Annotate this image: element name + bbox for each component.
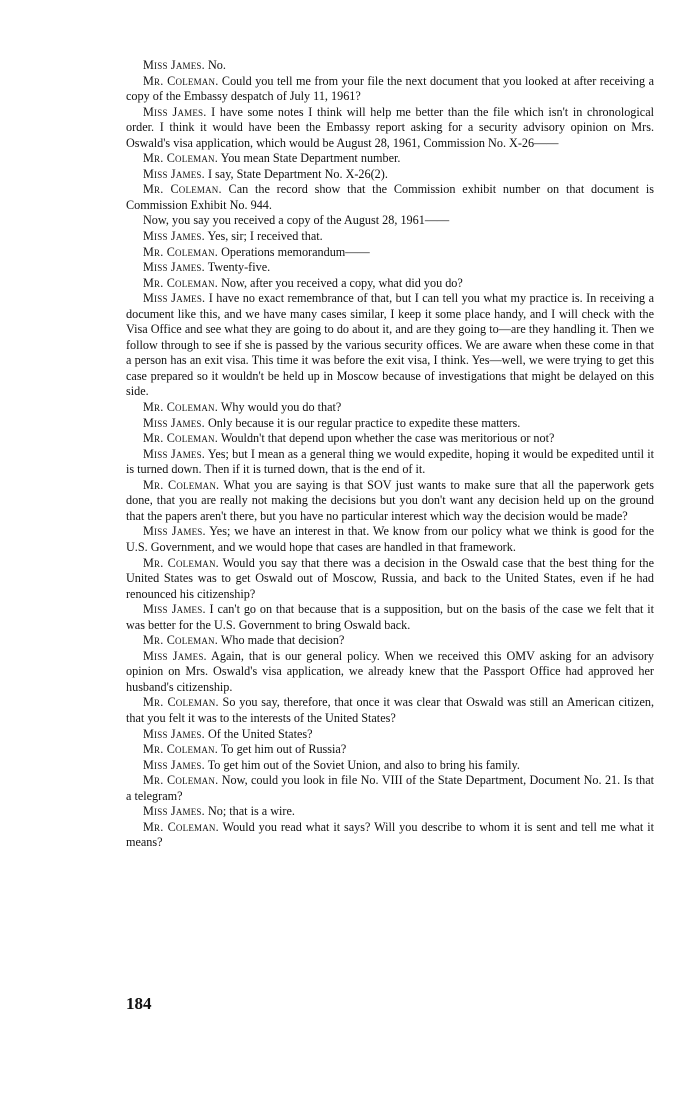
testimony-paragraph — [126, 742, 654, 758]
testimony-paragraph — [126, 820, 654, 851]
testimony-paragraph — [126, 695, 654, 726]
speech-text: I have no exact remembrance of that, but I can tell you what my practice is. In receiving a document like this, and we have many cases similar, I keep it some place handy, and I will check with the Visa Office and see what they are going to do about it, and are they going to—are they handling it. Then we follow through to see if she is passed by the various security offices. We are aware when these come in that a person has an exit visa. This time it was before the exit visa, I think. Yes—well, we were trying to get this case prepared so it wouldn't be held up in Moscow because of investigations that might be delayed on this side. — [126, 291, 654, 399]
testimony-paragraph — [126, 773, 654, 804]
testimony-paragraph — [126, 804, 654, 820]
speaker-name: Miss James. — [143, 524, 206, 539]
speech-text: Why would you do that? — [218, 400, 342, 415]
testimony-paragraph — [126, 291, 654, 400]
testimony-paragraph — [126, 556, 654, 603]
speech-text: To get him out of the Soviet Union, and also to bring his family. — [204, 757, 520, 772]
testimony-paragraph — [126, 105, 654, 152]
testimony-paragraph — [126, 602, 654, 633]
speech-text: I say, State Department No. X-26(2). — [204, 166, 388, 181]
testimony-paragraph — [126, 167, 654, 183]
testimony-paragraph — [126, 74, 654, 105]
page-number: 184 — [126, 994, 152, 1013]
speech-text: Who made that decision? — [218, 633, 345, 648]
testimony-paragraph — [126, 245, 654, 261]
speaker-name: Mr. Coleman. — [143, 773, 219, 788]
speaker-name: Mr. Coleman. — [143, 182, 222, 197]
speaker-name: Miss James. — [143, 415, 205, 430]
testimony-paragraph — [126, 400, 654, 416]
speech-text: Now, after you received a copy, what did you do? — [218, 275, 463, 290]
speech-text: Yes, sir; I received that. — [204, 229, 323, 244]
speaker-name: Miss James. — [143, 804, 205, 819]
speech-text: So you say, therefore, that once it was clear that Oswald was still an American citizen, that you felt it was to the interests of the United States? — [126, 695, 655, 725]
speaker-name: Mr. Coleman. — [143, 73, 219, 88]
speaker-name: Miss James. — [143, 648, 207, 663]
speech-text: Twenty-five. — [204, 260, 271, 275]
testimony-paragraph — [126, 447, 654, 478]
speech-text: To get him out of Russia? — [218, 742, 347, 757]
testimony-paragraph — [126, 58, 654, 74]
testimony-paragraph — [126, 758, 654, 774]
speech-text: I have some notes I think will help me better than the file which isn't in chronological order. I think it would have been the Embassy report asking for a security advisory opinion on Mrs. Oswald's visa application, which would be August 28, 1961, Commission No. X-26—— — [126, 104, 654, 150]
speech-text: Now, you say you received a copy of the August 28, 1961—— — [143, 213, 450, 228]
speaker-name: Mr. Coleman. — [143, 151, 219, 166]
speech-text: I can't go on that because that is a supposition, but on the basis of the case we felt that it was better for the U.S. Government to bring Oswald back. — [126, 602, 655, 632]
testimony-transcript — [126, 58, 654, 851]
speaker-name: Miss James. — [143, 757, 205, 772]
speech-text: Now, could you look in file No. VIII of the State Department, Document No. 21. Is that a telegram? — [126, 773, 654, 803]
testimony-paragraph — [126, 276, 654, 292]
speech-text: Would you read what it says? Will you describe to whom it is sent and tell me what it means? — [126, 819, 655, 850]
speaker-name: Mr. Coleman. — [143, 244, 219, 259]
speaker-name: Miss James. — [143, 58, 205, 72]
speaker-name: Miss James. — [143, 291, 206, 306]
speaker-name: Mr. Coleman. — [143, 555, 219, 570]
testimony-paragraph — [126, 229, 654, 245]
speaker-name: Miss James. — [143, 602, 206, 617]
speaker-name: Mr. Coleman. — [143, 819, 219, 834]
speech-text: Again, that is our general policy. When we received this OMV asking for an advisory opinion on Mrs. Oswald's visa application, we already knew that the Passport Office had approved her husband's citizenship. — [126, 648, 654, 694]
speaker-name: Miss James. — [143, 260, 205, 275]
speech-text: Can the record show that the Commission exhibit number on that document is Commission Exhibit No. 944. — [126, 182, 654, 212]
speaker-name: Mr. Coleman. — [143, 431, 219, 446]
testimony-paragraph — [126, 416, 654, 432]
testimony-paragraph — [126, 633, 654, 649]
testimony-paragraph — [126, 213, 654, 229]
speech-text: Only because it is our regular practice to expedite these matters. — [204, 415, 521, 430]
speech-text: Of the United States? — [204, 726, 313, 741]
speaker-name: Miss James. — [143, 166, 205, 181]
testimony-paragraph — [126, 727, 654, 743]
testimony-paragraph — [126, 151, 654, 167]
speech-text: You mean State Department number. — [218, 151, 401, 166]
speech-text: Could you tell me from your file the next document that you looked at after receiving a copy of the Embassy despatch of July 11, 1961? — [126, 73, 654, 104]
speech-text: Yes; but I mean as a general thing we would expedite, hoping it would be expedited until it is turned down. Then if it is turned down, that is the end of it. — [126, 446, 654, 477]
speaker-name: Mr. Coleman. — [143, 695, 219, 710]
speaker-name: Miss James. — [143, 726, 205, 741]
speaker-name: Miss James. — [143, 446, 206, 461]
testimony-paragraph — [126, 478, 654, 525]
speaker-name: Miss James. — [143, 104, 207, 119]
testimony-paragraph — [126, 649, 654, 696]
testimony-paragraph — [126, 260, 654, 276]
speech-text: What you are saying is that SOV just wants to make sure that all the paperwork gets done, that you are really not making the decisions but you don't want any decision held up on the ground that the papers aren't there, but you have no particular interest which way the decision would be made? — [126, 477, 654, 523]
speech-text: No; that is a wire. — [204, 804, 295, 819]
speaker-name: Mr. Coleman. — [143, 477, 220, 492]
speech-text: Yes; we have an interest in that. We know from our policy what we think is good for the U.S. Government, and we would hope that cases are handled in that framework. — [126, 524, 654, 554]
speaker-name: Miss James. — [143, 229, 205, 244]
speech-text: Wouldn't that depend upon whether the case was meritorious or not? — [218, 431, 555, 446]
speaker-name: Mr. Coleman. — [143, 400, 219, 415]
speaker-name: Mr. Coleman. — [143, 633, 219, 648]
testimony-paragraph — [126, 182, 654, 213]
speaker-name: Mr. Coleman. — [143, 275, 219, 290]
speech-text: No. — [204, 58, 226, 72]
speaker-name: Mr. Coleman. — [143, 742, 219, 757]
speech-text: Operations memorandum—— — [218, 244, 370, 259]
testimony-paragraph — [126, 524, 654, 555]
speech-text: Would you say that there was a decision in the Oswald case that the best thing for the United States was to get Oswald out of Moscow, Russia, and back to the United States, even if he had renounced his citizenship? — [126, 555, 654, 601]
testimony-paragraph — [126, 431, 654, 447]
